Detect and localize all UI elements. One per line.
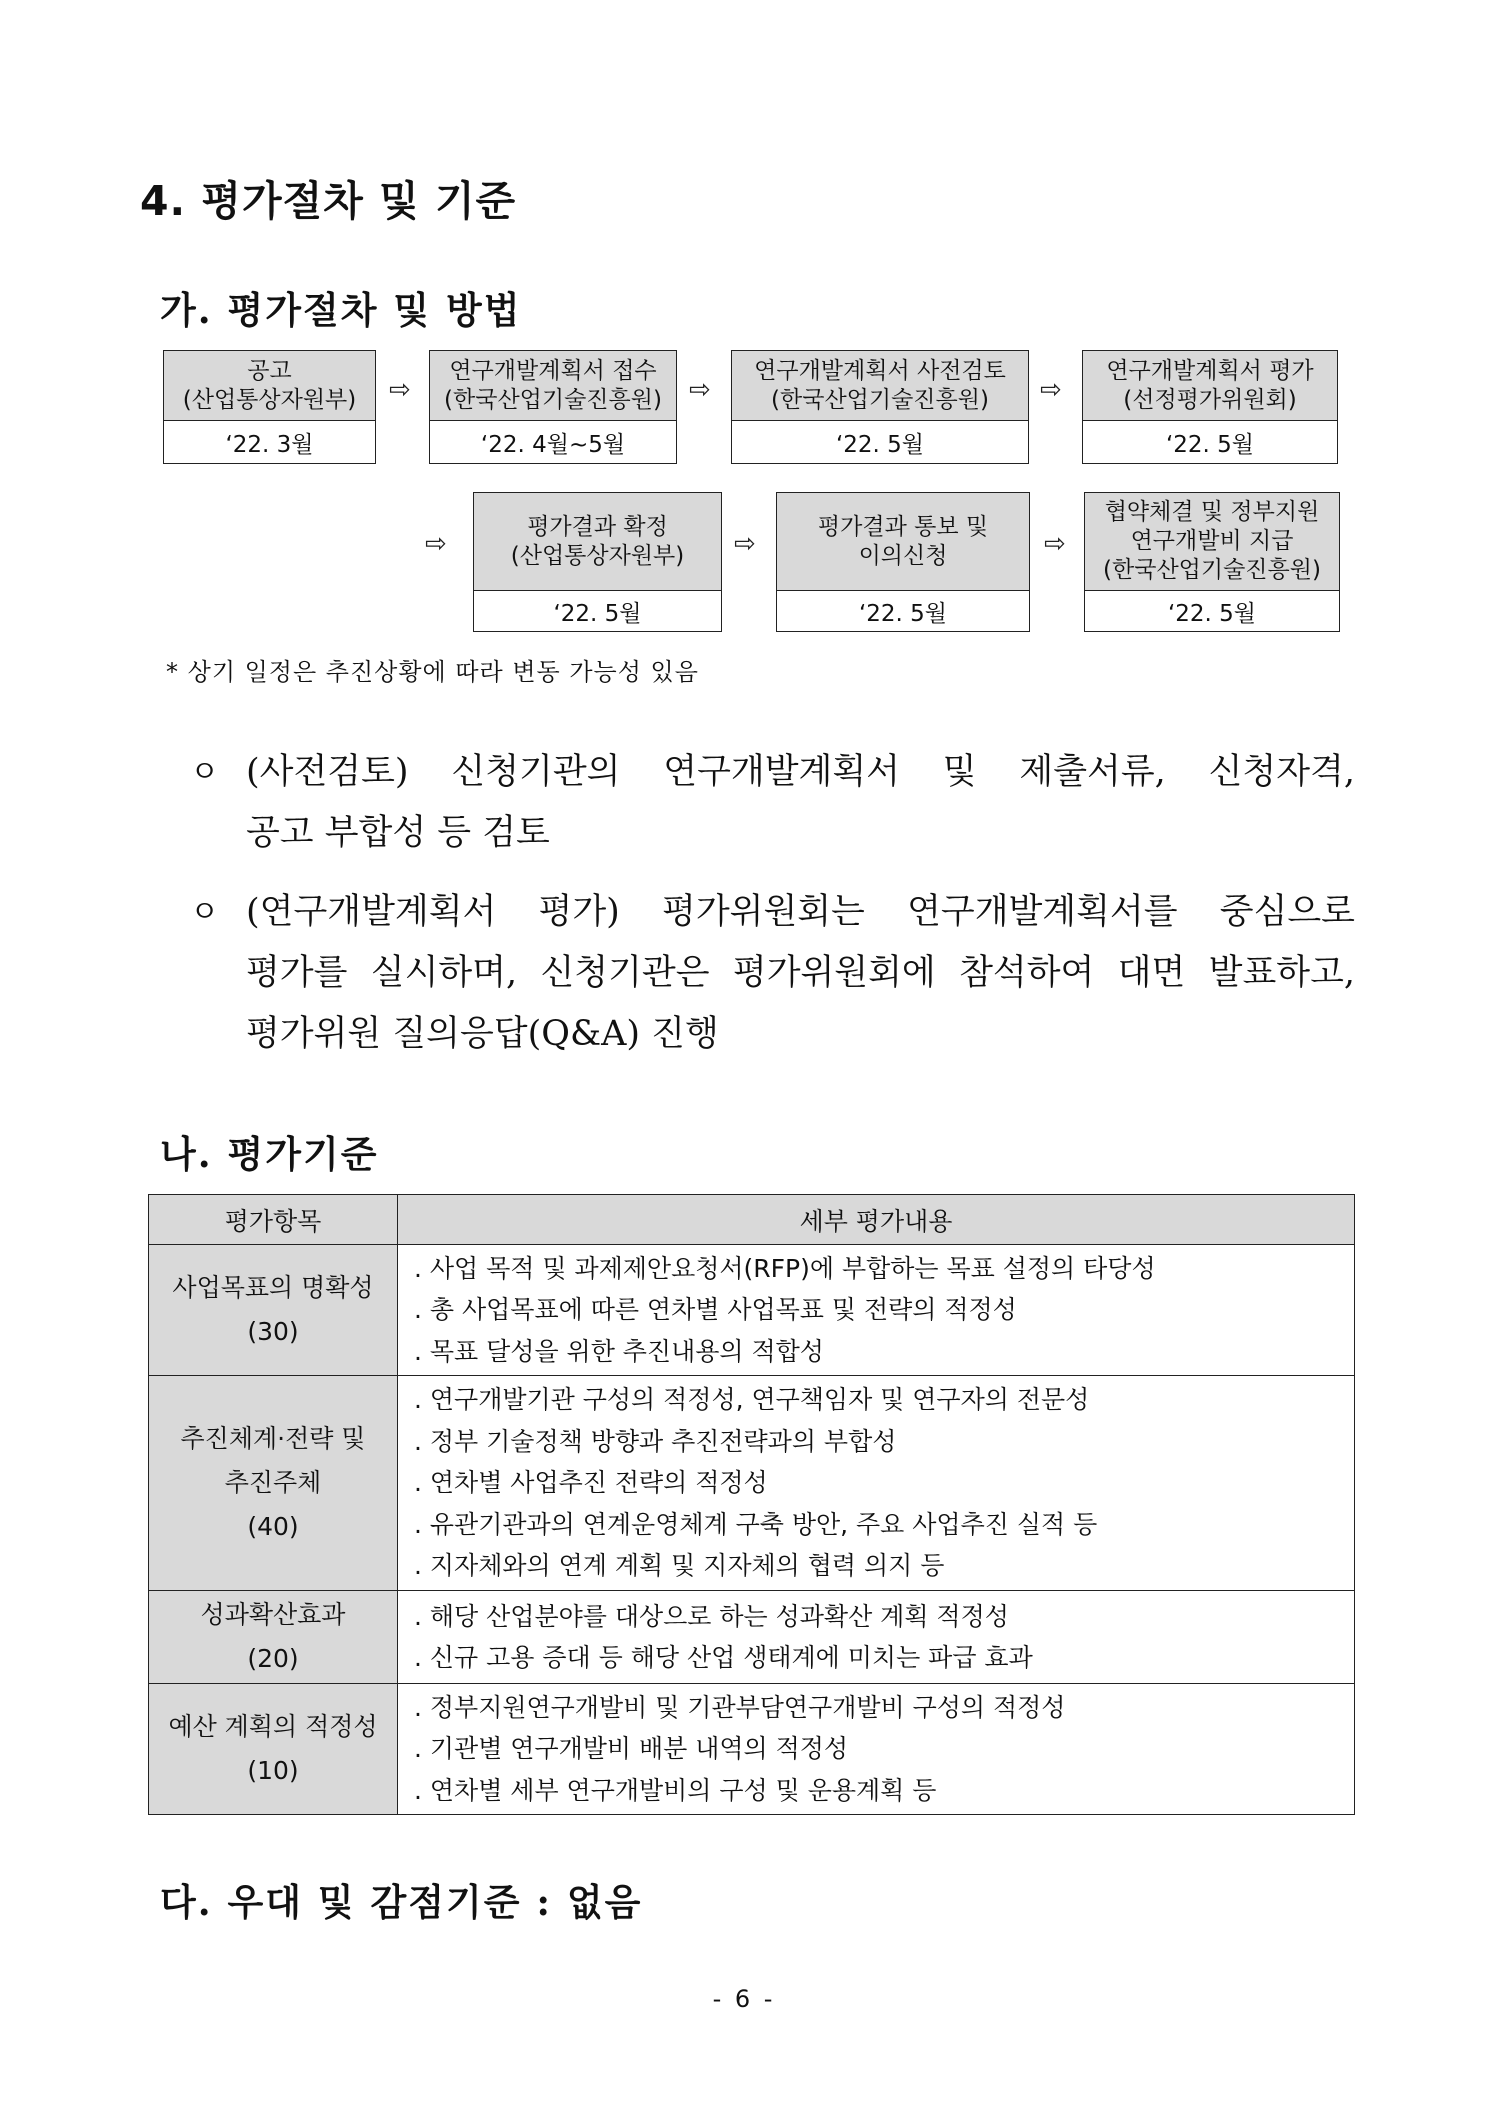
arrow-right-icon: ⇨ [734, 529, 756, 559]
table-header: 세부 평가내용 [398, 1195, 1355, 1245]
flow-step-label: (산업통상자원부) [510, 542, 685, 569]
flow-step-label: (한국산업기술진흥원) [771, 386, 989, 413]
category-score: (40) [247, 1512, 299, 1541]
flow-step-label: 연구개발계획서 접수 [449, 357, 657, 384]
flow-step-2 [429, 350, 677, 464]
detail-item: . 연차별 사업추진 전략의 적정성 [414, 1468, 768, 1498]
flow-step-5 [473, 492, 722, 632]
flow-step-label: 이의신청 [858, 542, 948, 569]
bullet-line: 공고 부합성 등 검토 [246, 813, 550, 853]
bullet-mark-icon: ㅇ [190, 895, 219, 930]
schedule-note: * 상기 일정은 추진상황에 따라 변동 가능성 있음 [166, 658, 699, 686]
arrow-right-icon: ⇨ [425, 529, 447, 559]
subsection-title-a: 가. 평가절차 및 방법 [160, 288, 522, 332]
flow-step-1 [163, 350, 376, 464]
detail-item: . 사업 목적 및 과제제안요청서(RFP)에 부합하는 목표 설정의 타당성 [414, 1253, 1156, 1283]
arrow-right-icon: ⇨ [1044, 529, 1066, 559]
bullet-line: (연구개발계획서 평가) 평가위원회는 연구개발계획서를 중심으로 [246, 892, 1355, 932]
category-label: 예산 계획의 적정성 [168, 1712, 378, 1741]
page-number: - 6 - [712, 1985, 776, 2013]
category-score: (30) [247, 1317, 299, 1346]
arrow-right-icon: ⇨ [389, 375, 411, 405]
category-score: (20) [247, 1644, 299, 1673]
flow-step-date: ‘22. 5월 [1165, 431, 1255, 458]
bullet-line: 평가위원 질의응답(Q&A) 진행 [246, 1014, 719, 1054]
flow-step-date: ‘22. 5월 [1167, 600, 1257, 627]
criteria-details [398, 1376, 1355, 1591]
flow-step-3 [731, 350, 1029, 464]
flow-step-label: 평가결과 확정 [527, 513, 668, 540]
table-row [149, 1376, 1355, 1591]
detail-item: . 지자체와의 연계 계획 및 지자체의 협력 의지 등 [414, 1551, 945, 1581]
criteria-category [149, 1684, 398, 1815]
flow-step-date: ‘22. 3월 [225, 431, 314, 458]
category-label: 사업목표의 명확성 [172, 1273, 374, 1302]
arrow-right-icon: ⇨ [689, 375, 711, 405]
detail-item: . 연구개발기관 구성의 적정성, 연구책임자 및 연구자의 전문성 [414, 1385, 1090, 1415]
criteria-category [149, 1245, 398, 1376]
criteria-details [398, 1684, 1355, 1815]
bullet-item-1 [190, 742, 1355, 867]
flow-step-label: (산업통상자원부) [182, 386, 357, 413]
flow-step-date: ‘22. 4월~5월 [480, 431, 626, 458]
detail-item: . 목표 달성을 위한 추진내용의 적합성 [414, 1336, 824, 1366]
flow-step-4 [1082, 350, 1338, 464]
subsection-title-c: 다. 우대 및 감점기준 : 없음 [160, 1880, 643, 1924]
bullet-item-2 [190, 882, 1355, 1072]
table-row [149, 1684, 1355, 1815]
bullet-line: 평가를 실시하며, 신청기관은 평가위원회에 참석하여 대면 발표하고, [246, 953, 1355, 993]
table-row [149, 1591, 1355, 1684]
flow-step-label: 연구개발계획서 평가 [1106, 357, 1314, 384]
criteria-category [149, 1591, 398, 1684]
detail-item: . 유관기관과의 연계운영체계 구축 방안, 주요 사업추진 실적 등 [414, 1509, 1098, 1539]
subsection-title-b: 나. 평가기준 [160, 1132, 379, 1176]
detail-item: . 해당 산업분야를 대상으로 하는 성과확산 계획 적정성 [414, 1601, 1009, 1631]
detail-item: . 정부지원연구개발비 및 기관부담연구개발비 구성의 적정성 [414, 1692, 1066, 1722]
flow-step-7 [1084, 492, 1340, 632]
category-label: 추진주체 [224, 1468, 322, 1497]
flow-step-6 [776, 492, 1030, 632]
bullet-line: (사전검토) 신청기관의 연구개발계획서 및 제출서류, 신청자격, [246, 752, 1355, 792]
flow-step-label: 협약체결 및 정부지원 [1104, 499, 1320, 525]
table-header: 평가항목 [149, 1195, 398, 1245]
flow-step-date: ‘22. 5월 [553, 600, 642, 627]
flow-step-label: (한국산업기술진흥원) [444, 386, 662, 413]
detail-item: . 총 사업목표에 따른 연차별 사업목표 및 전략의 적정성 [414, 1295, 1017, 1325]
criteria-details [398, 1591, 1355, 1684]
flow-step-date: ‘22. 5월 [835, 431, 925, 458]
category-label: 추진체계·전략 및 [180, 1424, 366, 1453]
arrow-right-icon: ⇨ [1040, 375, 1062, 405]
criteria-table [148, 1194, 1355, 1815]
flow-step-label: (선정평가위원회) [1123, 386, 1297, 413]
detail-item: . 신규 고용 증대 등 해당 산업 생태계에 미치는 파급 효과 [414, 1643, 1033, 1672]
flow-step-label: 연구개발비 지급 [1130, 528, 1294, 554]
detail-item: . 연차별 세부 연구개발비의 구성 및 운용계획 등 [414, 1775, 937, 1805]
flow-step-label: (한국산업기술진흥원) [1103, 557, 1321, 583]
table-row [149, 1245, 1355, 1376]
flow-step-label: 연구개발계획서 사전검토 [754, 357, 1006, 384]
detail-item: . 기관별 연구개발비 배분 내역의 적정성 [414, 1734, 849, 1764]
flow-step-label: 공고 [247, 357, 292, 384]
bullet-mark-icon: ㅇ [190, 755, 219, 790]
criteria-details [398, 1245, 1355, 1376]
detail-item: . 정부 기술정책 방향과 추진전략과의 부합성 [414, 1426, 897, 1456]
category-score: (10) [247, 1756, 299, 1785]
table-header-row [149, 1195, 1355, 1245]
category-label: 성과확산효과 [200, 1600, 346, 1629]
section-title: 4. 평가절차 및 기준 [140, 177, 517, 225]
flow-step-label: 평가결과 통보 및 [817, 513, 989, 540]
criteria-category [149, 1376, 398, 1591]
flow-step-date: ‘22. 5월 [858, 600, 948, 627]
